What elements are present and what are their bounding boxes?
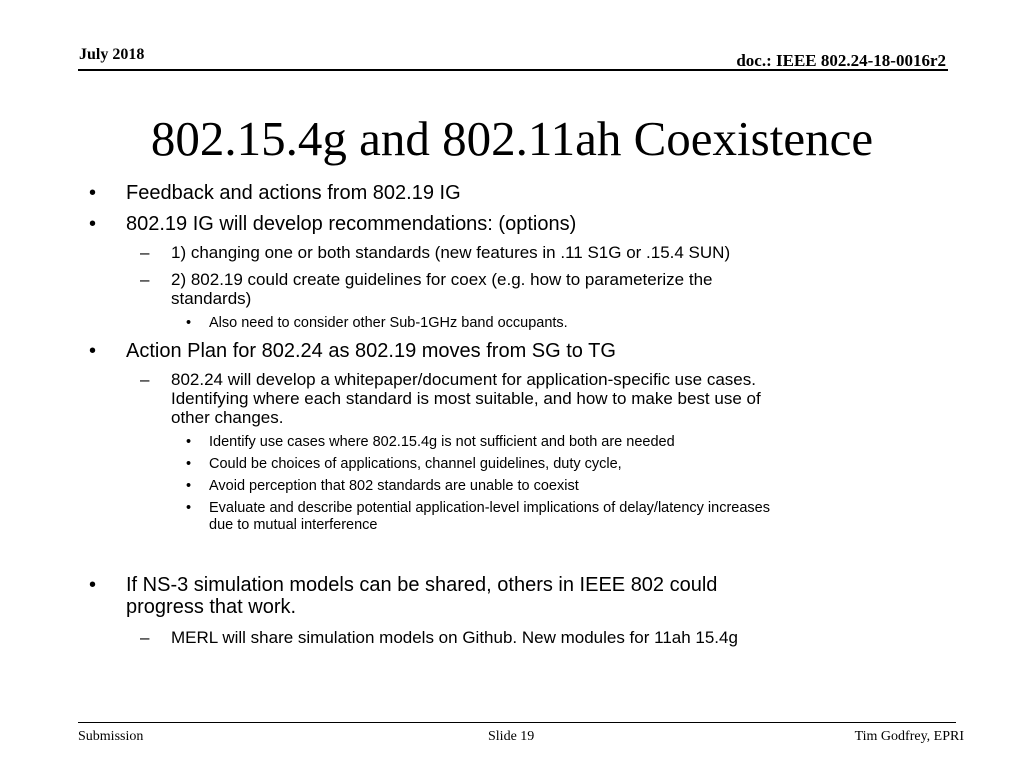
bullet-line: Avoid perception that 802 standards are unable to coexist [209, 478, 579, 494]
sub-sub-bullet-marker: • [186, 315, 192, 331]
bullet-line: 802.24 will develop a whitepaper/document for application-specific use cases. [171, 370, 756, 389]
sub-bullet-marker: – [140, 243, 150, 262]
footer-author: Tim Godfrey, EPRI [854, 729, 964, 744]
sub-sub-bullet-marker: • [186, 434, 192, 450]
sub-sub-bullet-evaluate [209, 500, 770, 534]
bullet-line: Could be choices of applications, channel guidelines, duty cycle, [209, 456, 622, 472]
bullet-line: 2) 802.19 could create guidelines for coex (e.g. how to parameterize the [171, 270, 713, 289]
bullet-line: progress that work. [126, 596, 297, 618]
sub-sub-bullet-marker: • [186, 500, 192, 516]
bullet-ns3-simulation [126, 574, 717, 618]
footer-divider [78, 722, 956, 723]
sub-bullet-merl-github [171, 628, 738, 647]
sub-sub-bullet-marker: • [186, 456, 192, 472]
sub-sub-bullet-use-cases [209, 434, 675, 451]
sub-sub-bullet-perception [209, 478, 579, 495]
slide-title: 802.15.4g and 802.11ah Coexistence [150, 111, 874, 166]
bullet-line: Also need to consider other Sub-1GHz band occupants. [209, 315, 568, 331]
sub-sub-bullet-sub1ghz [209, 315, 568, 332]
bullet-recommendations [126, 213, 576, 235]
bullet-marker: • [89, 340, 97, 362]
footer-slide-number: Slide 19 [488, 729, 535, 744]
sub-bullet-changing-standards [171, 243, 730, 262]
sub-bullet-guidelines [171, 270, 713, 308]
bullet-line: Action Plan for 802.24 as 802.19 moves from SG to TG [126, 340, 616, 362]
header-date: July 2018 [79, 46, 145, 63]
bullet-line: due to mutual interference [209, 517, 378, 533]
bullet-line: If NS-3 simulation models can be shared, others in IEEE 802 could [126, 574, 718, 596]
sub-bullet-whitepaper [171, 370, 761, 427]
footer-submission: Submission [78, 729, 144, 744]
bullet-line: standards) [171, 289, 252, 308]
sub-bullet-marker: – [140, 628, 150, 647]
bullet-line: Identify use cases where 802.15.4g is not sufficient and both are needed [209, 434, 675, 450]
bullet-marker: • [89, 213, 97, 235]
sub-sub-bullet-marker: • [186, 478, 192, 494]
bullet-marker: • [89, 574, 97, 596]
bullet-line: other changes. [171, 408, 284, 427]
bullet-line: Feedback and actions from 802.19 IG [126, 182, 461, 204]
bullet-action-plan [126, 340, 616, 362]
bullet-marker: • [89, 182, 97, 204]
bullet-line: Evaluate and describe potential application-level implications of delay/latency increases [209, 500, 770, 516]
bullet-line: 802.19 IG will develop recommendations: (options) [126, 213, 577, 235]
bullet-line: Identifying where each standard is most suitable, and how to make best use of [171, 389, 761, 408]
bullet-line: MERL will share simulation models on Github. New modules for 11ah 15.4g [171, 628, 738, 647]
sub-bullet-marker: – [140, 270, 150, 289]
sub-sub-bullet-choices [209, 456, 622, 473]
bullet-line: 1) changing one or both standards (new features in .11 S1G or .15.4 SUN) [171, 243, 731, 262]
header-doc-id: doc.: IEEE 802.24-18-0016r2 [736, 51, 946, 70]
bullet-feedback [126, 182, 461, 204]
sub-bullet-marker: – [140, 370, 150, 389]
